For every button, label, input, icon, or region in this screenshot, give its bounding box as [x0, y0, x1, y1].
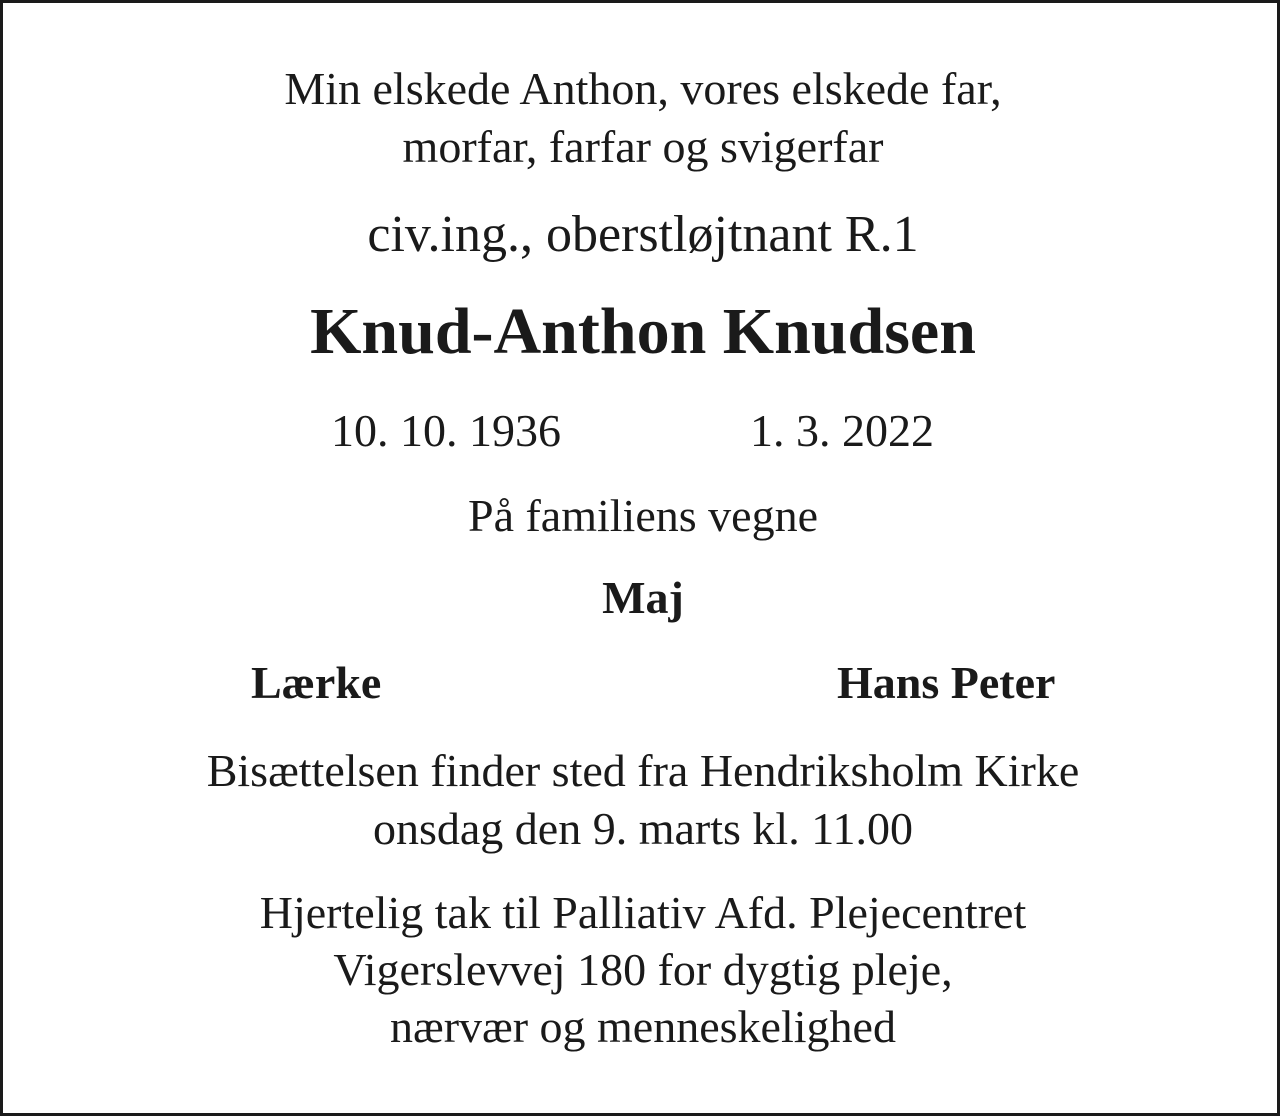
intro-line-2: morfar, farfar og svigerfar	[402, 121, 884, 172]
thanks-line-2: Vigerslevvej 180 for dygtig pleje,	[333, 944, 953, 995]
intro-line-1: Min elskede Anthon, vores elskede far,	[284, 63, 1002, 114]
deceased-name: Knud-Anthon Knudsen	[310, 295, 976, 368]
funeral-line-2: onsdag den 9. marts kl. 11.00	[372, 803, 913, 854]
thanks-line-3: nærvær og menneskelighed	[390, 1001, 896, 1052]
child-name-right: Hans Peter	[837, 657, 1056, 708]
deceased-title: civ.ing., oberstløjtnant R.1	[367, 206, 919, 263]
birth-date: 10. 10. 1936	[331, 405, 561, 456]
on-behalf-text: På familiens vegne	[467, 490, 818, 541]
child-name-left: Lærke	[251, 657, 382, 708]
spouse-name: Maj	[602, 572, 684, 623]
thanks-line-1: Hjertelig tak til Palliativ Afd. Plejecentret	[259, 887, 1027, 938]
death-date: 1. 3. 2022	[750, 405, 934, 456]
funeral-line-1: Bisættelsen finder sted fra Hendriksholm Kirke	[206, 745, 1080, 796]
